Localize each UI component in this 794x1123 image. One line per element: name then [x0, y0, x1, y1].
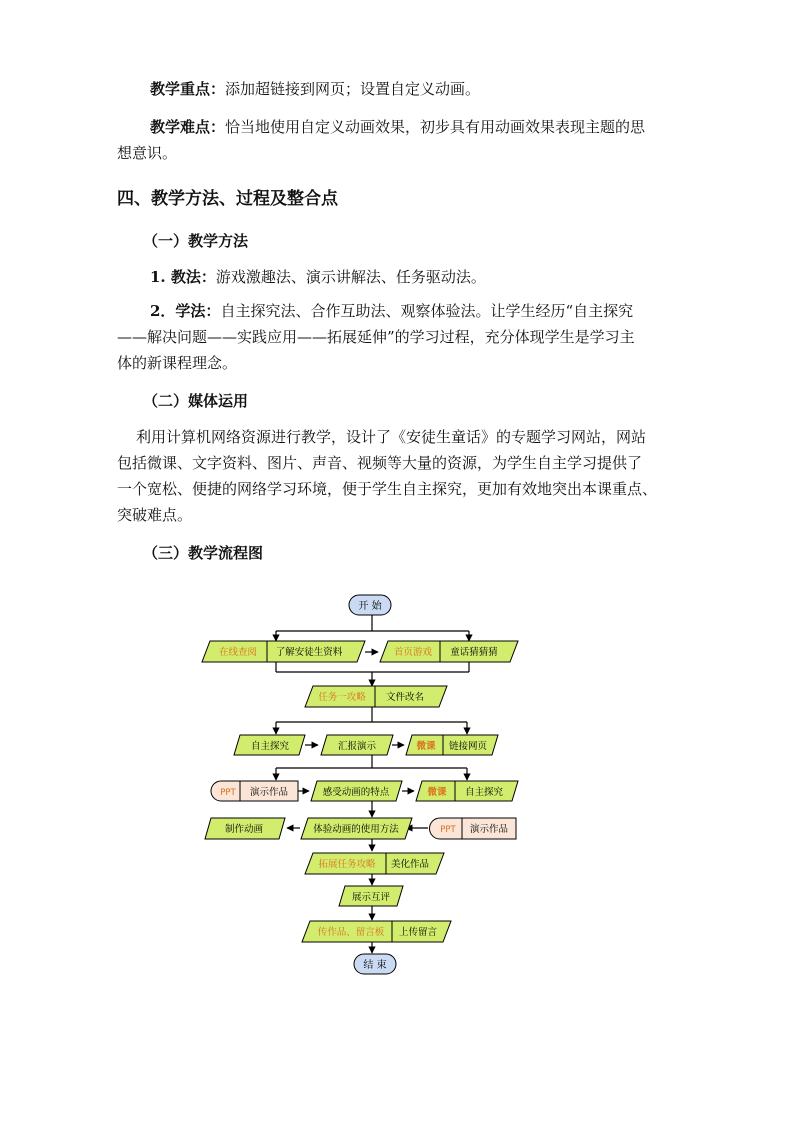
flow-rename-file-label: 文件改名 [385, 692, 425, 703]
flow-experience-usage-label: 体验动画的使用方法 [313, 824, 399, 835]
teaching-method-text: 游戏激趣法、演示讲解法、任务驱动法。 [215, 268, 486, 286]
flow-homepage-game-label: 首页游戏 [393, 647, 433, 658]
learning-method-text-1: 自主探究法、合作互助法、观察体验法。让学生经历“自主探究 [220, 302, 634, 320]
flow-demo-work2-label: 演示作品 [469, 824, 509, 835]
flow-report-demo-label: 汇报演示 [337, 741, 377, 752]
flow-upload-board-label: 传作品、留言板 [317, 927, 385, 938]
media-line-4: 突破难点。 [117, 506, 193, 524]
sub-2-title: （二）媒体运用 [143, 392, 249, 410]
flow-feel-animation-label: 感受动画的特点 [322, 787, 390, 798]
difficulty-text-1: 恰当地使用自定义动画效果，初步具有用动画效果表现主题的思 [225, 118, 646, 136]
flow-micro-lesson2-label: 微课 [427, 787, 447, 798]
learning-method-line-2: ——解决问题——实践应用——拓展延伸”的学习过程，充分体现学生是学习主 [117, 328, 635, 346]
flow-start-label: 开 始 [358, 601, 382, 612]
flow-task1-guide-label: 任务一攻略 [318, 692, 366, 703]
teaching-method-label: 1. 教法： [150, 268, 216, 286]
media-line-1: 利用计算机网络资源进行教学，设计了《安徒生童话》的专题学习网站，网站 [136, 428, 647, 446]
learning-method-line-3: 体的新课程理念。 [117, 354, 238, 372]
flow-demo-work-label: 演示作品 [249, 787, 289, 798]
flow-learn-andersen-label: 了解安徒生资料 [275, 647, 343, 658]
flow-ppt-label: PPT [220, 788, 236, 798]
difficulty-line-2: 想意识。 [117, 144, 178, 162]
flow-extend-task-label: 拓展任务攻略 [318, 859, 376, 870]
media-line-3: 一个宽松、便捷的网络学习环境，便于学生自主探究，更加有效地突出本课重点、 [117, 480, 658, 498]
flow-show-review-label: 展示互评 [351, 892, 391, 903]
difficulty-label: 教学难点： [150, 118, 226, 136]
flow-end-label: 结 束 [363, 960, 387, 971]
flow-make-animation-label: 制作动画 [224, 824, 264, 835]
media-line-2: 包括微课、文字资料、图片、声音、视频等大量的资源，为学生自主学习提供了 [117, 454, 643, 472]
flow-self-explore-label: 自主探究 [250, 741, 290, 752]
flow-online-query-label: 在线查阅 [218, 647, 258, 658]
section-4-title: 四、教学方法、过程及整合点 [117, 189, 338, 209]
learning-method-label: 2．学法： [150, 302, 221, 320]
flow-micro-lesson-label: 微课 [416, 741, 436, 752]
key-point-label: 教学重点： [150, 80, 226, 98]
flow-link-webpage-label: 链接网页 [448, 741, 488, 752]
flow-fairy-guess-label: 童话猜猜猜 [450, 647, 498, 658]
flow-self-explore2-label: 自主探究 [464, 787, 504, 798]
key-point-text: 添加超链接到网页；设置自定义动画。 [225, 80, 481, 98]
sub-1-title: （一）教学方法 [143, 232, 249, 250]
flow-upload-message-label: 上传留言 [398, 927, 438, 938]
flow-ppt2-label: PPT [440, 825, 456, 835]
flow-beautify-work-label: 美化作品 [390, 859, 430, 870]
sub-3-title: （三）教学流程图 [143, 544, 264, 562]
